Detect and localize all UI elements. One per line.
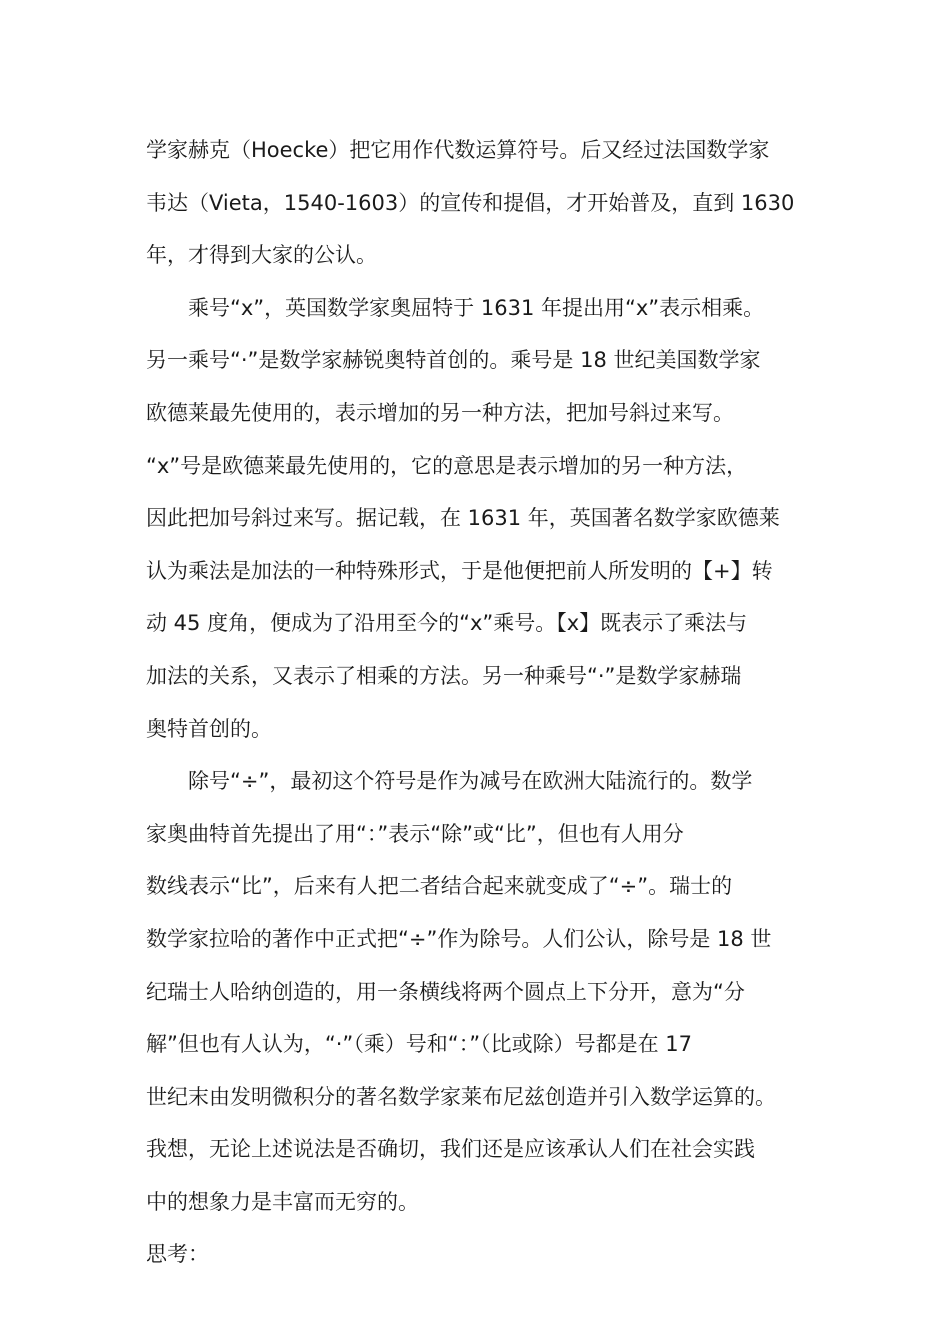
text-line: “x”号是欧德莱最先使用的，它的意思是表示增加的另一种方法， (146, 453, 748, 478)
text-line: 纪瑞士人哈纳创造的，用一条横线将两个圆点上下分开，意为“分 (146, 979, 745, 1004)
text-line: 动 45 度角，便成为了沿用至今的“x”乘号。【x】既表示了乘法与 (146, 611, 748, 636)
text-line: 年，才得到大家的公认。 (146, 243, 377, 268)
heading-text: 思考： (146, 1242, 209, 1267)
text-line: 认为乘法是加法的一种特殊形式，于是他便把前人所发明的【+】转 (146, 558, 773, 583)
text-line: 解”但也有人认为，“·”（乘）号和“：”（比或除）号都是在 17 (146, 1032, 692, 1057)
text-line: 我想，无论上述说法是否确切，我们还是应该承认人们在社会实践 (146, 1137, 755, 1162)
text-line: 欧德莱最先使用的，表示增加的另一种方法，把加号斜过来写。 (146, 400, 734, 425)
text-line: 因此把加号斜过来写。据记载，在 1631 年，英国著名数学家欧德莱 (146, 506, 780, 531)
section-heading-think (146, 1228, 810, 1281)
paragraph-division (146, 755, 810, 1228)
text-line: 学家赫克（Hoecke）把它用作代数运算符号。后又经过法国数学家 (146, 138, 770, 162)
text-line: 中的想象力是丰富而无穷的。 (146, 1189, 419, 1214)
text-line: 韦达（Vieta，1540-1603）的宣传和提倡，才开始普及，直到 1630 (146, 190, 795, 215)
paragraph-multiplication (146, 282, 810, 755)
text-line: 另一乘号“·”是数学家赫锐奥特首创的。乘号是 18 世纪美国数学家 (146, 348, 761, 373)
text-line: 乘号“x”，英国数学家奥屈特于 1631 年提出用“x”表示相乘。 (188, 295, 765, 320)
text-line: 奥特首创的。 (146, 716, 272, 741)
document-body (146, 124, 810, 1281)
text-line: 除号“÷”，最初这个符号是作为减号在欧洲大陆流行的。数学 (188, 769, 753, 794)
paragraph-intro-tail (146, 124, 810, 282)
text-line: 世纪末由发明微积分的著名数学家莱布尼兹创造并引入数学运算的。 (146, 1084, 776, 1109)
text-line: 数线表示“比”，后来有人把二者结合起来就变成了“÷”。瑞士的 (146, 874, 733, 899)
text-line: 家奥曲特首先提出了用“：”表示“除”或“比”，但也有人用分 (146, 821, 684, 846)
text-line: 数学家拉哈的著作中正式把“÷”作为除号。人们公认，除号是 18 世 (146, 926, 772, 951)
text-line: 加法的关系，又表示了相乘的方法。另一种乘号“·”是数学家赫瑞 (146, 663, 742, 688)
